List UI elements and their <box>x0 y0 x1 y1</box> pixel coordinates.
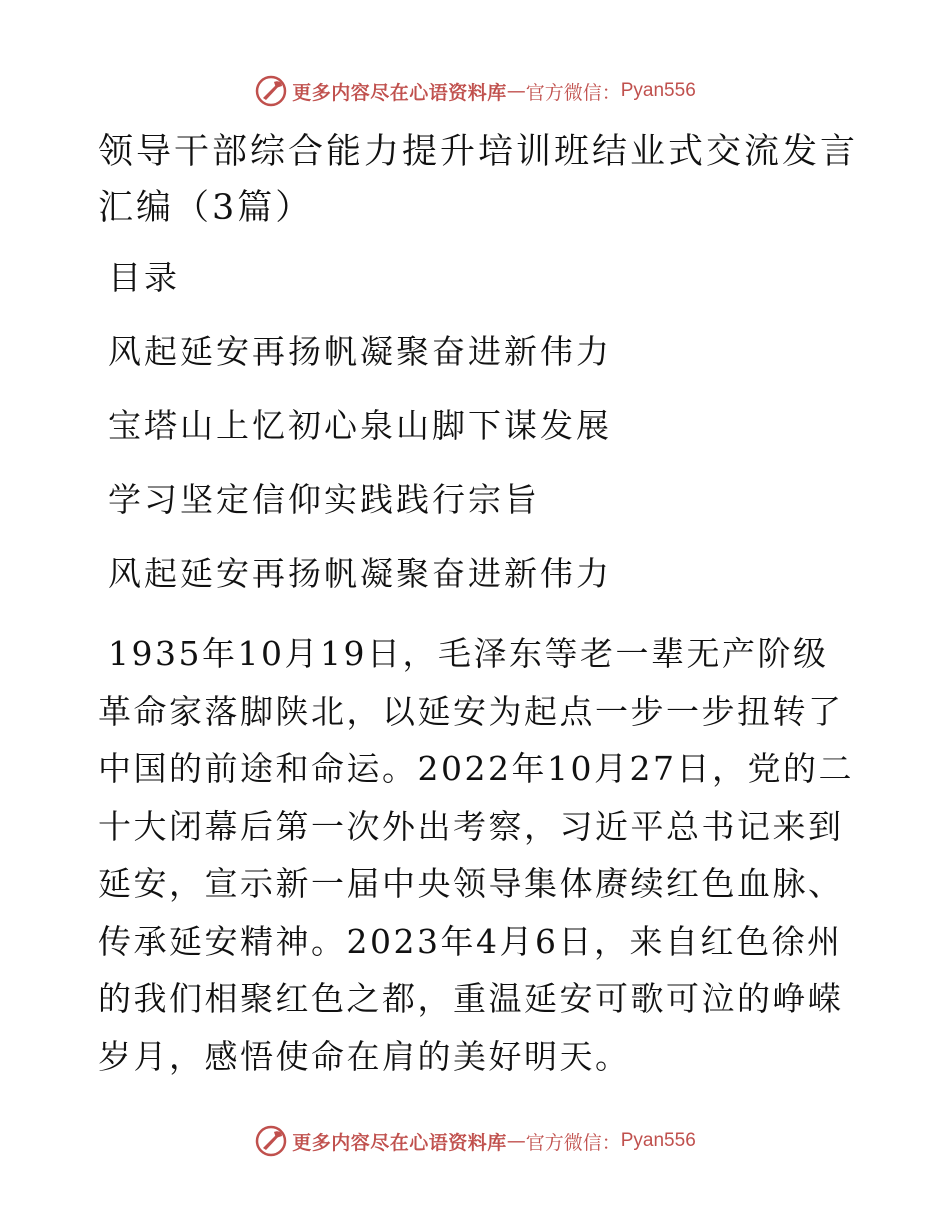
toc-item: 宝塔山上忆初心泉山脚下谋发展 <box>108 406 612 445</box>
body-paragraph: 1935年10月19日，毛泽东等老一辈无产阶级革命家落脚陕北，以延安为起点一步一步扭转了中国的前途和命运。2022年10月27日，党的二十大闭幕后第一次外出考察，习近平总书记来到延安，宣示新一届中央领导集体赓续红色血脉、传承延安精神。2023年4月6日，来自红色徐州的我们相聚红色之都，重温延安可歌可泣的峥嵘岁月，感悟使命在肩的美好明天。 <box>98 634 854 1076</box>
section-heading: 风起延安再扬帆凝聚奋进新伟力 <box>108 554 612 593</box>
watermark-wechat-label: 官方微信： <box>525 81 621 104</box>
watermark-account: Pyan556 <box>620 1130 696 1151</box>
watermark-wechat-label: 官方微信： <box>525 1131 621 1154</box>
toc-item: 学习坚定信仰实践践行宗旨 <box>108 480 540 519</box>
footer-watermark <box>0 1124 950 1158</box>
toc-heading: 目录 <box>108 258 180 297</box>
watermark-site-text: 更多内容尽在心语资料库 <box>292 1131 507 1154</box>
watermark-separator: — <box>506 1130 526 1152</box>
watermark-account: Pyan556 <box>620 80 696 101</box>
quill-seal-icon <box>254 1124 288 1158</box>
watermark-separator: — <box>506 80 526 102</box>
quill-seal-icon <box>254 74 288 108</box>
document-title: 领导干部综合能力提升培训班结业式交流发言汇编（3篇） <box>98 132 859 228</box>
header-watermark <box>0 74 950 108</box>
watermark-site-text: 更多内容尽在心语资料库 <box>292 81 507 104</box>
toc-item: 风起延安再扬帆凝聚奋进新伟力 <box>108 332 612 371</box>
